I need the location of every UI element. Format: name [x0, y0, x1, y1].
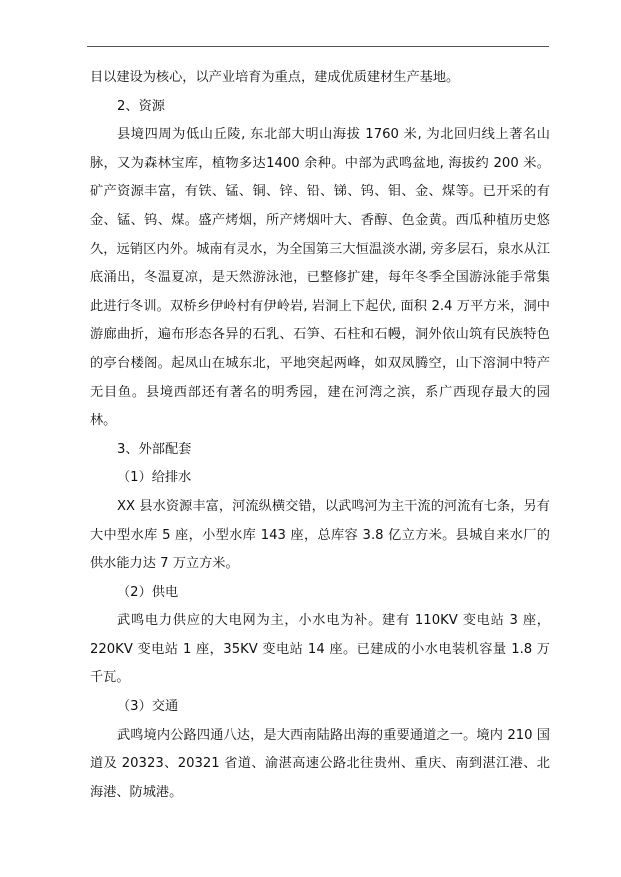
document-body: [90, 64, 550, 807]
paragraph-power-supply: 武鸣电力供应的大电网为主，小水电为补。建有 110KV 变电站 3 座，220KV 变电站 1 座，35KV 变电站 14 座。已建成的小水电装机容量 1.8 万千瓦。: [90, 613, 550, 686]
paragraph-water-supply: XX 县水资源丰富，河流纵横交错，以武鸣河为主干流的河流有七条，另有大中型水库 5 座，小型水库 143 座，总库容 3.8 亿立方米。县城自来水厂的供水能力达 7 万立方米。: [90, 498, 550, 572]
header-rule: [87, 46, 549, 47]
subheading-power-supply: （2）供电: [117, 584, 179, 600]
subheading-transport: （3）交通: [117, 699, 179, 715]
paragraph-transport: 武鸣境内公路四通八达，是大西南陆路出海的重要通道之一。境内 210 国道及 20323、20321 省道、渝湛高速公路北往贵州、重庆、南到湛江港、北海港、防城港。: [90, 727, 550, 800]
paragraph-resources: 县境四周为低山丘陵, 东北部大明山海拔 1760 米, 为北回归线上著名山脉，又为森林宝库，植物多达1400 余种。中部为武鸣盆地, 海拔约 200 米。矿产资源丰富，有铁、锰、铜、锌、铅、锑、钨、钼、金、煤等。已开采的有金、锰、钨、煤。盛产烤烟，所产烤烟叶大、香醇、色金黄。西瓜种植历史悠久，远销区内外。城南有灵水，为全国第三大恒温淡水湖, 旁多层石，泉水从江底涌出，冬温夏凉，是天然游泳池，已整修扩建，每年冬季全国游泳能手常集此进行冬训。双桥乡伊岭村有伊岭岩, 岩洞上下起伏, 面积 2.4 万平方米，洞中游廊曲折，遍布形态各异的石乳、石笋、石柱和石幔，洞外依山筑有民族特色的亭台楼阁。起凤山在城东北，平地突起两峰，如双凤腾空，山下溶洞中特产无目鱼。县境西部还有著名的明秀园，建在河湾之滨，系广西现存最大的园林。: [90, 127, 550, 429]
heading-external-facilities: 3、外部配套: [117, 441, 192, 457]
heading-resources: 2、资源: [117, 98, 165, 114]
paragraph-continuation: 目以建设为核心，以产业培育为重点，建成优质建材生产基地。: [90, 70, 460, 85]
subheading-water-supply: （1）给排水: [117, 470, 192, 486]
